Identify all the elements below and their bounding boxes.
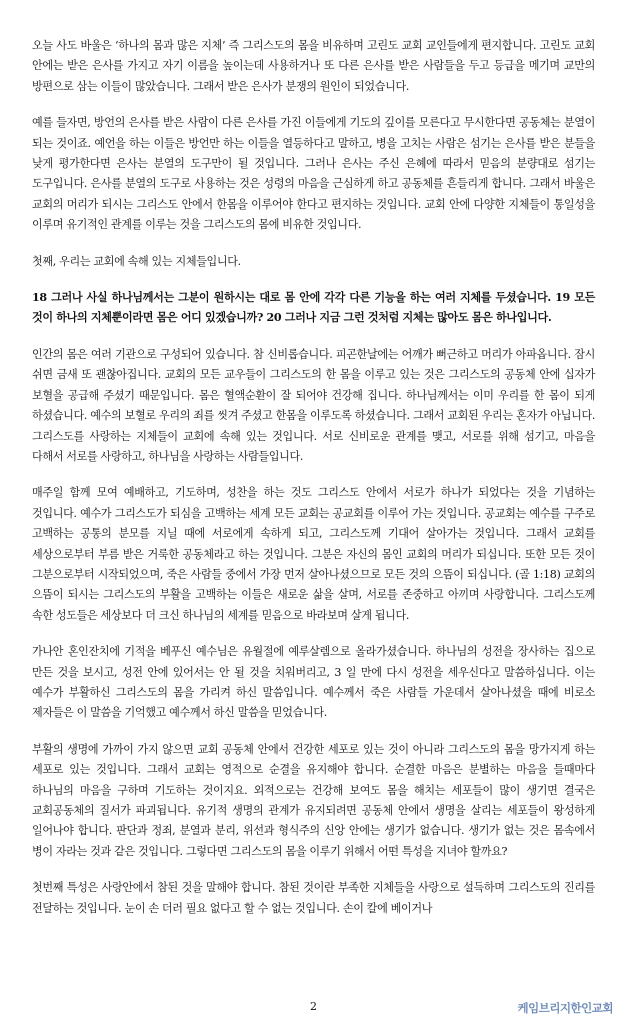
paragraph-first-trait: 첫번째 특성은 사랑안에서 참된 것을 말해야 합니다. 참된 것이란 부족한 지체들을 사랑으로 설득하며 그리스도의 진리를 전달하는 것입니다. 눈이 손 더러 필요 없다고 할 수 없는 것입니다. 손이 칼에 베이거나 (32, 881, 595, 915)
page-footer (0, 998, 627, 1018)
paragraph-weekly-worship: 매주일 함께 모여 예배하고, 기도하며, 성찬을 하는 것도 그리스도 안에서 서로가 하나가 되었다는 것을 기념하는 것입니다. 예수가 그리스도가 되심을 고백하는 세계 모든 교회는 공교회를 이루어 가는 것입니다. 공교회는 예수를 구주로 고백하는 공통의 분모를 지닐 때에 서로에게 속하게 되고, 그리스도께 기대어 살아가는 것입니다. 그래서 교회를 세상으로부터 부름 받은 거룩한 공동체라고 하는 것입니다. 그분은 자신의 몸인 교회의 머리가 되십니다. 또한 모든 것이 그분으로부터 시작되었으며, 죽은 사람들 중에서 가장 먼저 살아나셨으므로 모든 것의 으뜸이 되십니다. (골 1:18) 교회의 으뜸이 되시는 그리스도의 부활을 고백하는 이들은 새로운 삶을 살며, 서로를 존중하고 아끼며 사랑합니다. 그리스도께 속한 성도들은 세상보다 더 크신 하나님의 세계를 믿음으로 바라보며 살게 됩니다. (32, 486, 595, 622)
church-name: 케임브리지한인교회 (517, 1001, 613, 1015)
paragraph-body: 인간의 몸은 여러 기관으로 구성되어 있습니다. 참 신비롭습니다. 피곤한날에는 어깨가 뻐근하고 머리가 아파옵니다. 잠시 쉬면 금새 또 괜찮아집니다. 교회의 모든 교우들이 그리스도의 한 몸을 이루고 있는 것은 그리스도의 공동체 안에 십자가 보혈을 공급해 주셨기 때문입니다. 몸은 혈액순환이 잘 되어야 건강해 집니다. 하나님께서는 이미 우리를 한 몸이 되게 하셨습니다. 예수의 보혈로 우리의 죄를 씻겨 주셨고 한몸을 이루도록 하셨습니다. 그래서 교회된 우리는 혼자가 아닙니다. 그리스도를 사랑하는 지체들이 교회에 속해 있는 것입니다. 서로 신비로운 관계를 맺고, 서로를 위해 섬기고, 마음을 다해서 서로를 사랑하고, 하나님을 사랑하는 사람들입니다. (32, 347, 595, 463)
page-number: 2 (310, 1000, 317, 1013)
paragraph-cana: 가나안 혼인잔치에 기적을 베푸신 예수님은 유월절에 예루살렘으로 올라가셨습니다. 하나님의 성전을 장사하는 집으로 만든 것을 보시고, 성전 안에 있어서는 안 될 것을 치워버리고, 3 일 만에 다시 성전을 세우신다고 말씀하십니다. 이는 예수가 부활하신 그리스도의 몸을 가리켜 하신 말씀입니다. 예수께서 죽은 사람들 가운데서 살아나셨을 때에 비로소 제자들은 이 말씀을 기억했고 예수께서 하신 말씀을 믿었습니다. (32, 645, 595, 720)
paragraph-example: 예를 들자면, 방언의 은사를 받은 사람이 다른 은사를 가진 이들에게 기도의 깊이를 모른다고 무시한다면 공동체는 분열이 되는 것이죠. 예언을 하는 이들은 방언만 하는 이들을 열등하다고 말하고, 병을 고치는 사람은 섬기는 은사를 받은 분들을 낮게 평가한다면 은사는 분열의 도구만이 될 것입니다. 그러나 은사는 주신 은혜에 따라서 믿음의 분량대로 섬기는 도구입니다. 은사를 분열의 도구로 사용하는 것은 성령의 마음을 근심하게 하고 공동체를 흔들리게 합니다. 그래서 바울은 교회의 머리가 되시는 그리스도 안에서 한몸을 이루어야 한다고 편지하는 것입니다. 교회 안에 다양한 지체들이 통일성을 이루며 유기적인 관계를 이루는 것을 그리스도의 몸에 비유한 것입니다. (32, 116, 595, 232)
paragraph-intro: 오늘 사도 바울은 ‘하나의 몸과 많은 지체’ 즉 그리스도의 몸을 비유하며 고린도 교회 교인들에게 편지합니다. 고린도 교회 안에는 받은 은사를 가지고 자기 이름을 높이는데 사용하거나 또 다른 은사를 받은 사람들을 두고 등급을 메기며 교만의 방편으로 삼는 이들이 많았습니다. 그래서 받은 은사가 분쟁의 원인이 되었습니다. (32, 39, 595, 93)
paragraph-resurrection: 부활의 생명에 가까이 가지 않으면 교회 공동체 안에서 건강한 세포로 있는 것이 아니라 그리스도의 몸을 망가지게 하는 세포로 있는 것입니다. 그래서 교회는 영적으로 순결을 유지해야 합니다. 순결한 마음은 분별하는 마음을 들때마다 하나님의 마음을 구하며 기도하는 것이지요. 외적으로는 건강해 보여도 몸을 해치는 세포들이 많이 생기면 결국은 교회공동체의 질서가 파괴됩니다. 유기적 생명의 관계가 유지되려면 공동체 안에서 생명을 살리는 세포들이 왕성하게 일어나야 합니다. 판단과 정죄, 분열과 분리, 위선과 형식주의 신앙 안에는 생기가 없습니다. 생기가 없는 것은 몸속에서 병이 자라는 것과 같은 것입니다. 그렇다면 그리스도의 몸을 이루기 위해서 어떤 특성을 지녀야 할까요? (32, 742, 595, 858)
paragraph-scripture: 18 그러나 사실 하나님께서는 그분이 원하시는 대로 몸 안에 각각 다른 기능을 하는 여러 지체를 두셨습니다. 19 모든 것이 하나의 지체뿐이라면 몸은 어디 있겠습니까? 20 그러나 지금 그런 것처럼 지체는 많아도 몸은 하나입니다. (32, 291, 595, 325)
paragraph-first-point: 첫째, 우리는 교회에 속해 있는 지체들입니다. (32, 254, 241, 268)
